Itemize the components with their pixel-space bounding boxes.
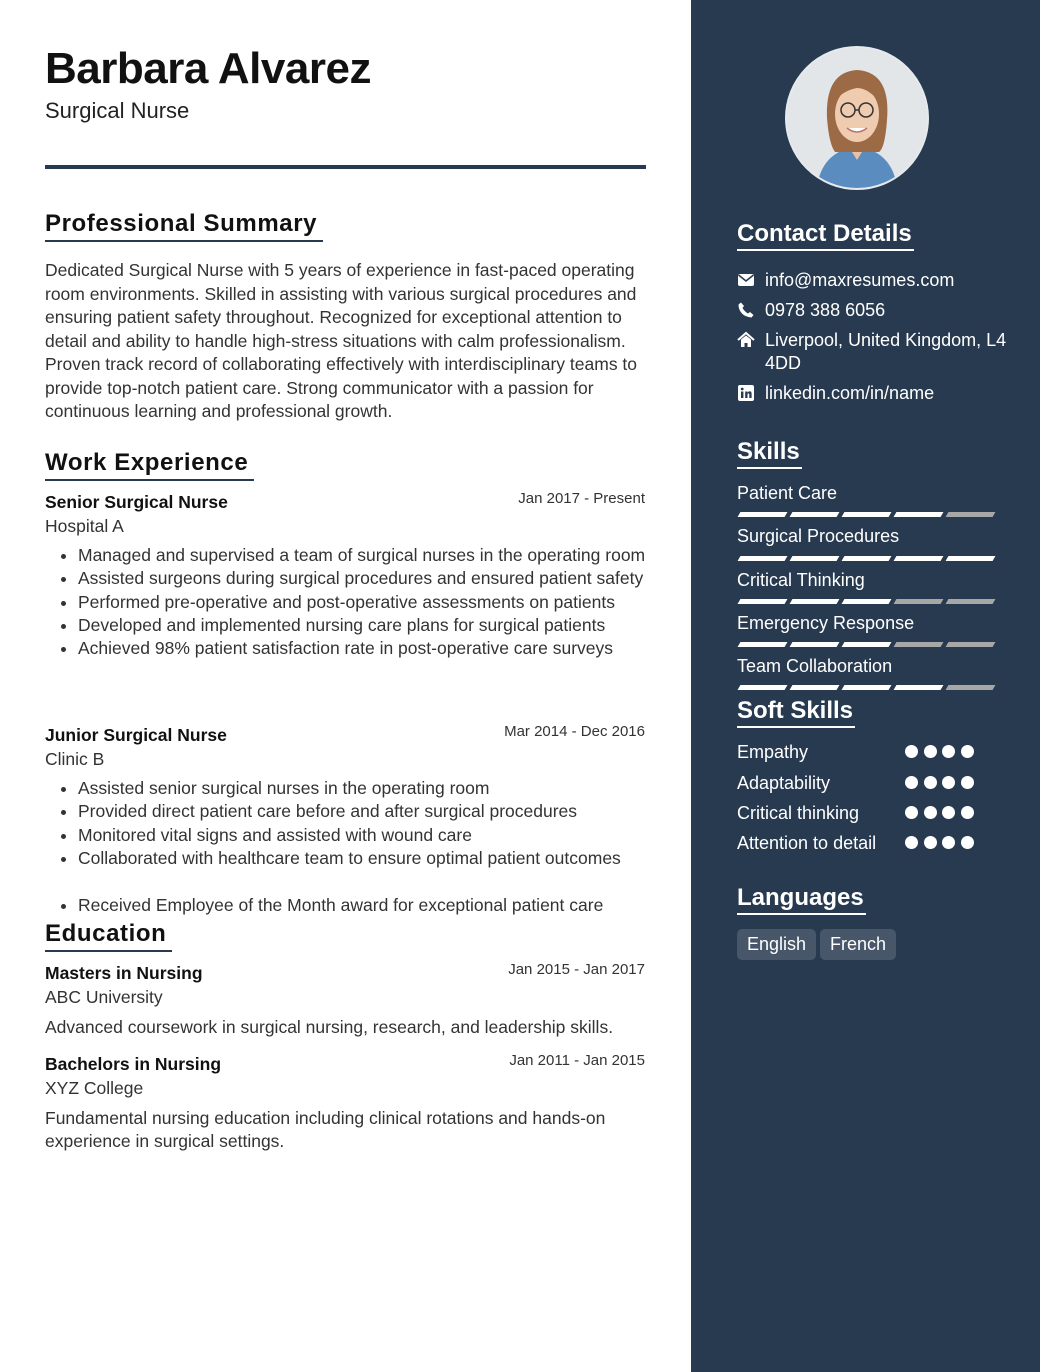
skill-bar-segment [738,599,788,604]
list-item: • Managed and supervised a team of surgical nurses in the operating room [78,544,648,567]
rating-dot [961,745,974,758]
phone-icon [737,301,755,319]
skill-bar-segment [790,642,840,647]
degree-title: Masters in Nursing [45,963,203,983]
skill-bar-segment [894,556,944,561]
skill-bar-segment [738,642,788,647]
soft-skill-label: Empathy [737,742,809,762]
avatar-illustration [787,48,927,188]
skill-label: Emergency Response [737,613,915,633]
education-entry [45,1054,645,1153]
rating-dot [961,776,974,789]
linkedin-icon [737,384,755,402]
sidebar [691,0,1040,1372]
skill-bar-segment [946,556,996,561]
rating-dot [961,836,974,849]
skill-bar-segment [842,599,892,604]
list-item: • Assisted senior surgical nurses in the operating room [78,777,648,800]
language-chip: French [820,929,896,960]
degree-title: Bachelors in Nursing [45,1054,222,1074]
list-item: • Collaborated with healthcare team to ensure optimal patient outcomes [78,847,648,870]
education-date: Jan 2011 - Jan 2015 [509,1052,645,1069]
home-icon [737,331,755,349]
job-date: Jan 2017 - Present [518,490,645,507]
education-date: Jan 2015 - Jan 2017 [508,961,645,978]
skill-bar-segment [790,599,840,604]
list-item: • Received Employee of the Month award for exceptional patient care [78,894,648,917]
rating-dot [942,776,955,789]
skill-bar-segment [946,599,996,604]
school-name: ABC University [45,987,163,1007]
skill-bar-segment [790,685,840,690]
rating-dot [905,776,918,789]
list-item: • Achieved 98% patient satisfaction rate in post-operative care surveys [78,637,648,660]
skill-label: Patient Care [737,483,838,503]
education-entry [45,963,645,1039]
experience-heading: Work Experience [45,449,254,481]
education-description: Fundamental nursing education including clinical rotations and hands-on experience in surgical settings. [45,1108,606,1151]
summary-heading: Professional Summary [45,210,323,242]
list-item: • Developed and implemented nursing care plans for surgical patients [78,614,648,637]
skill-bar-segment [894,642,944,647]
rating-dot [924,836,937,849]
skill-bar-segment [842,556,892,561]
rating-dot [924,745,937,758]
rating-dot [905,806,918,819]
skill-bar-segment [790,512,840,517]
skill-bar-segment [738,685,788,690]
candidate-name: Barbara Alvarez [45,44,371,93]
rating-dot [942,806,955,819]
rating-dot [961,806,974,819]
skill-bar-segment [946,512,996,517]
soft-skill-label: Critical thinking [737,803,860,823]
job-employer: Clinic B [45,749,105,769]
candidate-role: Surgical Nurse [45,98,190,123]
contact-heading: Contact Details [737,220,914,251]
list-item: • Monitored vital signs and assisted with wound care [78,824,648,847]
school-name: XYZ College [45,1078,144,1098]
skill-bar-segment [894,685,944,690]
rating-dot [942,836,955,849]
skill-bar-segment [738,512,788,517]
languages-heading: Languages [737,884,866,915]
address-text: Liverpool, United Kingdom, L4 4DD [765,330,1007,373]
header-divider [45,165,646,169]
soft-skill-label: Adaptability [737,773,831,793]
skill-label: Critical Thinking [737,570,865,590]
skill-bar-segment [946,642,996,647]
phone-text: 0978 388 6056 [765,300,886,320]
soft-skill-label: Attention to detail [737,833,877,853]
linkedin-text: linkedin.com/in/name [765,383,935,403]
skill-bar-segment [738,556,788,561]
envelope-icon [737,271,755,289]
job-employer: Hospital A [45,516,124,536]
list-item: • Assisted surgeons during surgical procedures and ensured patient safety [78,567,648,590]
skill-label: Surgical Procedures [737,526,900,546]
job-title: Senior Surgical Nurse [45,492,228,512]
skill-bar-segment [842,642,892,647]
skills-heading: Skills [737,438,802,469]
skill-bar-segment [790,556,840,561]
rating-dot [924,776,937,789]
rating-dot [924,806,937,819]
skill-label: Team Collaboration [737,656,893,676]
list-item: • Performed pre-operative and post-operative assessments on patients [78,591,648,614]
skill-bar-segment [842,512,892,517]
skill-bar-segment [946,685,996,690]
skill-bar-segment [842,685,892,690]
skill-bar-segment [894,512,944,517]
list-item: • Provided direct patient care before and after surgical procedures [78,800,648,823]
language-chip: English [737,929,816,960]
education-heading: Education [45,920,172,952]
job-title: Junior Surgical Nurse [45,725,227,745]
job-bullets [45,777,648,917]
job-entry [45,492,648,660]
rating-dot [905,836,918,849]
email-text: info@maxresumes.com [765,270,955,290]
summary-text: Dedicated Surgical Nurse with 5 years of experience in fast-paced operating room environments. Skilled in assisting with various surgical procedures and ensuring patient safety throughout. Recognized for exceptional attention to detail and ability to handle high-stress situations with calm professionalism. Proven track record of collaborating effectively with interdisciplinary teams to provide top-notch patient care. Strong communicator with a passion for continuous learning and professional growth. [45,260,638,421]
soft-skills-heading: Soft Skills [737,697,855,728]
education-description: Advanced coursework in surgical nursing, research, and leadership skills. [45,1017,614,1037]
rating-dot [905,745,918,758]
job-bullets [45,544,648,660]
skill-bar-segment [894,599,944,604]
job-date: Mar 2014 - Dec 2016 [504,723,645,740]
job-entry [45,725,648,917]
profile-photo [785,46,929,190]
rating-dot [942,745,955,758]
